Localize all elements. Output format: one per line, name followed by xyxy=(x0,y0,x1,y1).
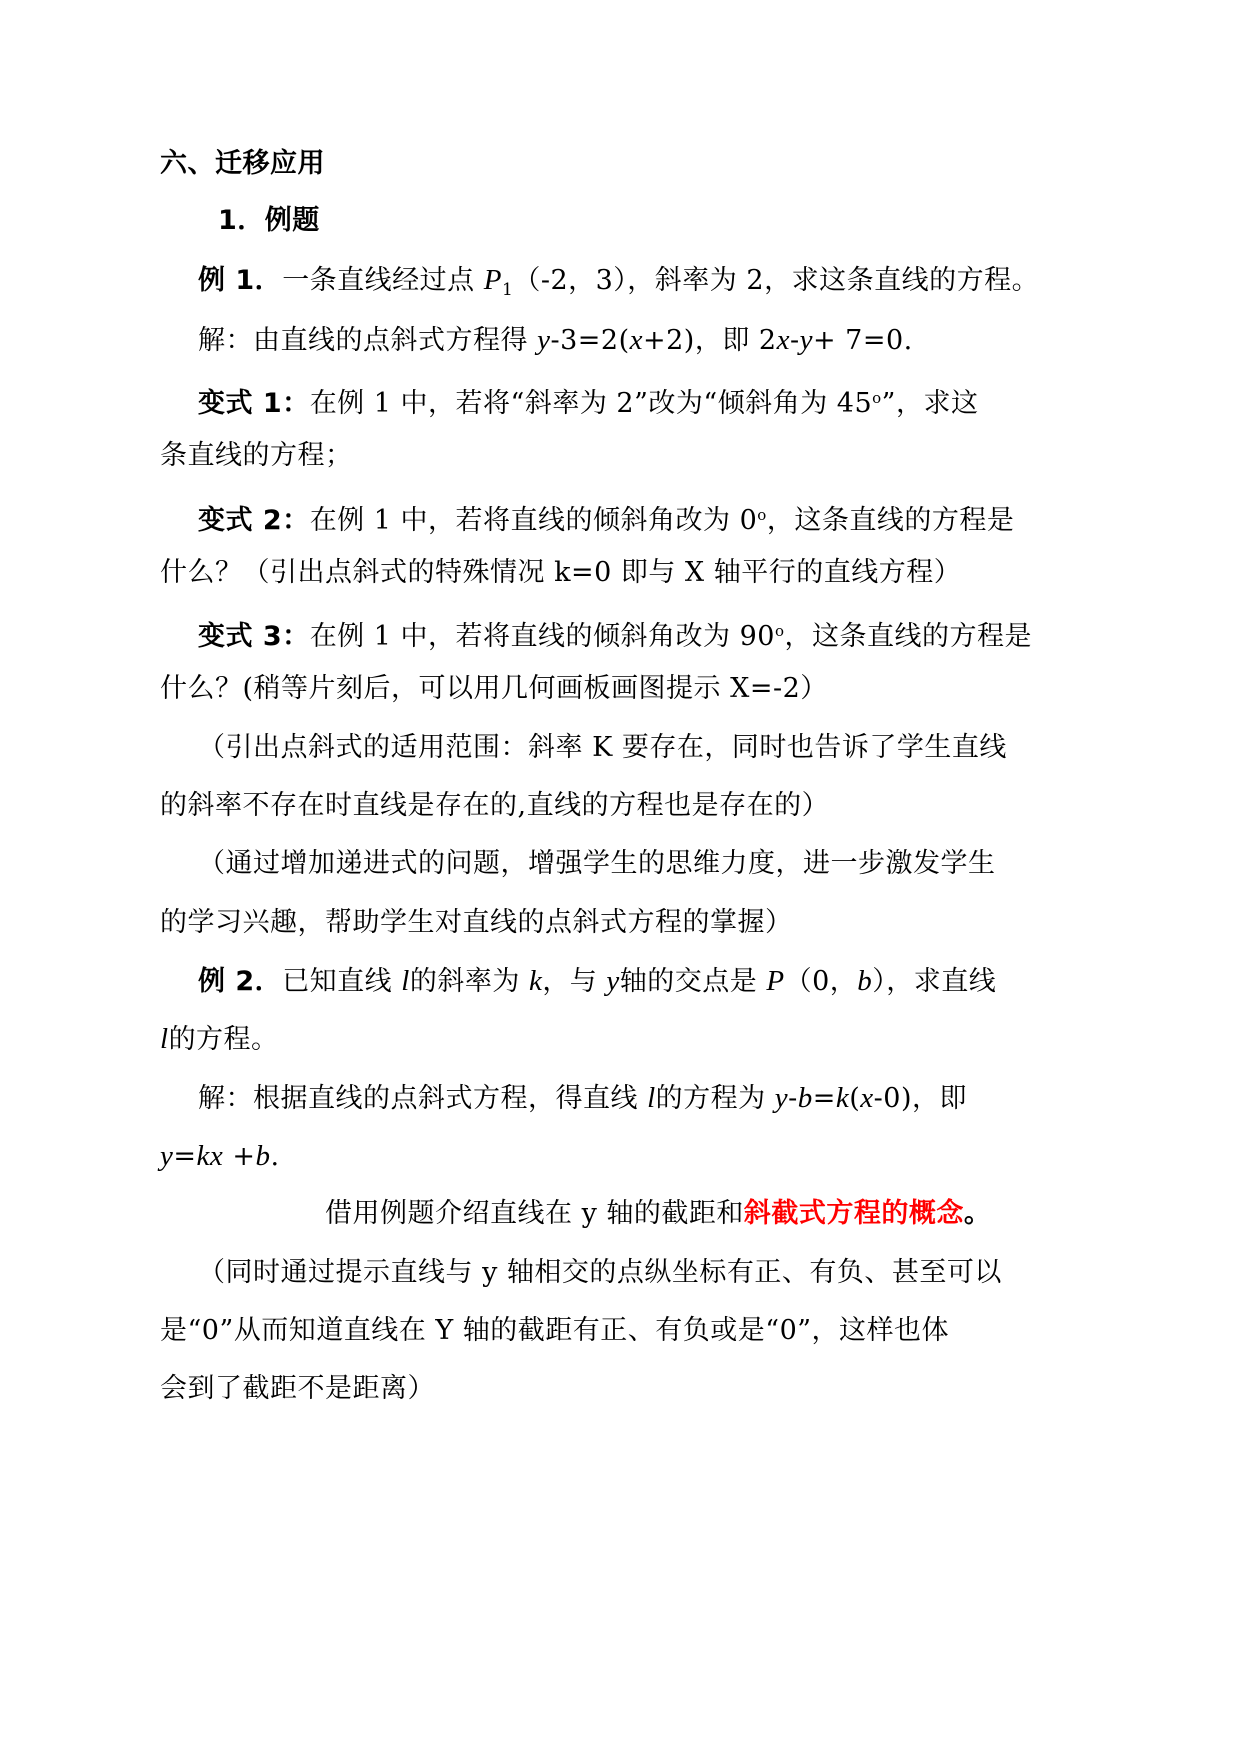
variant-1-line-1: 变式 1：在例 1 中，若将“斜率为 2”改为“倾斜角为 45$^o$”，求这 xyxy=(198,388,979,419)
intercept-intro: 借用例题介绍直线在 y 轴的截距和斜截式方程的概念。 xyxy=(325,1198,992,1229)
slope-intercept-highlight: 斜截式方程的概念 xyxy=(743,1198,964,1229)
example-2-label: 例 2． xyxy=(198,966,283,997)
variant-2-line-1: 变式 2：在例 1 中，若将直线的倾斜角改为 0$^o$，这条直线的方程是 xyxy=(198,505,1015,536)
note-1-line-1: （引出点斜式的适用范围：斜率 K 要存在，同时也告诉了学生直线 xyxy=(198,732,1007,763)
note-3-line-1: （同时通过提示直线与 y 轴相交的点纵坐标有正、有负、甚至可以 xyxy=(198,1257,1002,1288)
example-2-statement-line-1: 例 2．已知直线 l的斜率为 k，与 y轴的交点是 P（0，b），求直线 xyxy=(198,965,997,997)
section-title: 六、迁移应用 xyxy=(160,148,325,179)
variant-1-label: 变式 1： xyxy=(198,388,310,419)
note-1-line-2: 的斜率不存在时直线是存在的,直线的方程也是存在的） xyxy=(160,790,830,821)
note-3-line-3: 会到了截距不是距离） xyxy=(160,1373,435,1404)
example-1-solution: 解：由直线的点斜式方程得 y-3=2(x+2)，即 2x-y+ 7=0. xyxy=(198,324,913,356)
example-2-solution: 解：根据直线的点斜式方程，得直线 l的方程为 y-b=k(x-0)，即 xyxy=(198,1082,968,1114)
note-3-line-2: 是“0”从而知道直线在 Y 轴的截距有正、有负或是“0”，这样也体 xyxy=(160,1315,950,1346)
variant-3-label: 变式 3： xyxy=(198,621,310,652)
variant-2-label: 变式 2： xyxy=(198,505,310,536)
subsection-title: 1．例题 xyxy=(218,205,320,236)
example-2-statement-line-2: l的方程。 xyxy=(160,1023,279,1055)
example-1-label: 例 1． xyxy=(198,265,283,296)
variant-3-line-2: 什么？(稍等片刻后，可以用几何画板画图提示 X=-2） xyxy=(160,673,828,704)
example-1-statement: 例 1．一条直线经过点 $P_1(-2$，3），斜率为 2，求这条直线的方程。 xyxy=(198,264,1040,300)
variant-1-line-2: 条直线的方程； xyxy=(160,440,353,471)
example-2-result: y=kx +b. xyxy=(160,1140,280,1172)
note-2-line-2: 的学习兴趣，帮助学生对直线的点斜式方程的掌握） xyxy=(160,907,793,938)
note-2-line-1: （通过增加递进式的问题，增强学生的思维力度，进一步激发学生 xyxy=(198,848,996,879)
variant-3-line-1: 变式 3：在例 1 中，若将直线的倾斜角改为 90$^o$，这条直线的方程是 xyxy=(198,621,1033,652)
variant-2-line-2: 什么？（引出点斜式的特殊情况 k=0 即与 X 轴平行的直线方程） xyxy=(160,557,962,588)
